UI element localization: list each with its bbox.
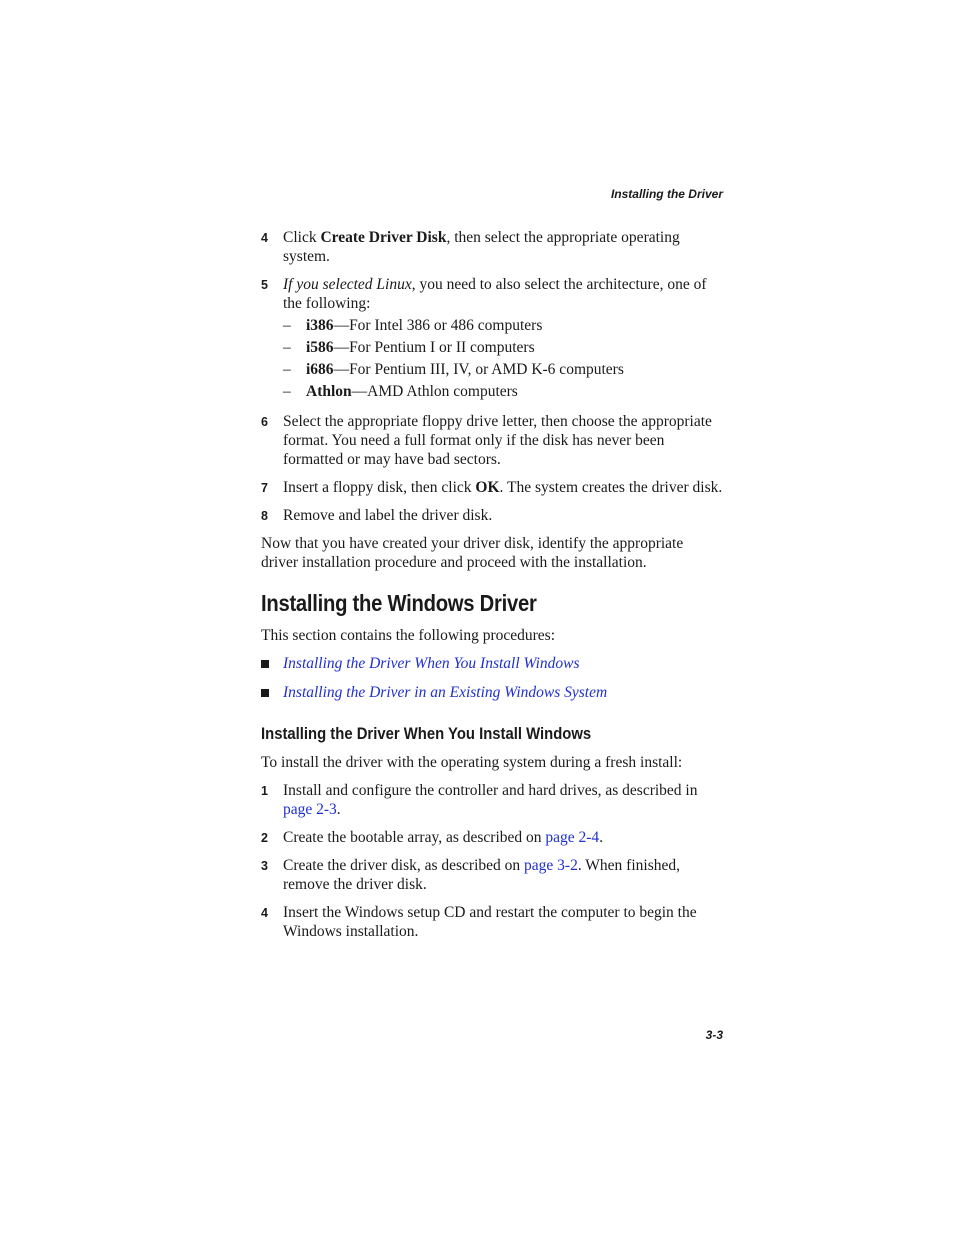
step-5: 5 If you selected Linux, you need to also select the architecture, one of the following: – i386—For Intel 386 or 486 computers – i586—For Pentium I or II computers – i686—For Pentium III, IV, or AMD K-6 computers – Athlon—AMD Athlon computers [261,275,723,403]
sub-step-1: 1 Install and configure the controller and hard drives, as described in page 2-3. [261,782,698,818]
step-number: 2 [261,831,268,845]
list-item [261,654,723,673]
list-item [261,683,723,702]
page-content [261,228,723,950]
sub-step-2: 2 Create the bootable array, as described on page 2-4. [261,829,604,846]
step-number: 3 [261,859,268,873]
list-item: – i586—For Pentium I or II computers [283,339,535,356]
step-8: 8 Remove and label the driver disk. [261,507,493,524]
step-4: 4 Click Create Driver Disk, then select the appropriate operating system. [261,229,680,265]
link-page-3-2[interactable]: page 3-2 [524,857,578,874]
bullet-square-icon [261,689,269,697]
step-number: 4 [261,231,268,245]
bullet-square-icon [261,660,269,668]
step-6: 6 Select the appropriate floppy drive letter, then choose the appropriate format. You need a full format only if the disk has never been formatted or may have bad sectors. [261,413,712,468]
closing-paragraph: Now that you have created your driver disk, identify the appropriate driver installation procedure and proceed with the installation. [261,535,684,571]
link-page-2-3[interactable]: page 2-3 [283,801,337,818]
sub-step-3: 3 Create the driver disk, as described on page 3-2. When finished, remove the driver disk. [261,857,680,893]
section-intro: This section contains the following procedures: [261,627,556,644]
step-number: 6 [261,415,268,429]
ui-label-ok: OK [475,479,500,496]
link-install-with-windows[interactable]: Installing the Driver When You Install Windows [283,655,580,672]
sub-step-4: 4 Insert the Windows setup CD and restart the computer to begin the Windows installation. [261,904,697,940]
list-item: – i386—For Intel 386 or 486 computers [283,317,543,334]
link-page-2-4[interactable]: page 2-4 [545,829,600,846]
step-number: 1 [261,784,268,798]
step-number: 7 [261,481,268,495]
step-number: 5 [261,278,268,292]
procedure-links [261,654,723,702]
page-number: 3-3 [705,1028,723,1042]
running-header: Installing the Driver [610,187,723,201]
subsection-intro: To install the driver with the operating system during a fresh install: [261,754,683,771]
list-item: – i686—For Pentium III, IV, or AMD K-6 computers [283,361,624,378]
step-number: 8 [261,509,268,523]
ui-label-create-driver-disk: Create Driver Disk [320,229,447,246]
subsection-title: Installing the Driver When You Install Windows [261,725,592,743]
link-existing-windows-system[interactable]: Installing the Driver in an Existing Windows System [283,684,608,701]
section-title: Installing the Windows Driver [261,590,537,616]
architecture-list [283,315,723,403]
step-7: 7 Insert a floppy disk, then click OK. The system creates the driver disk. [261,479,723,496]
list-item: – Athlon—AMD Athlon computers [283,383,518,400]
step-number: 4 [261,906,268,920]
